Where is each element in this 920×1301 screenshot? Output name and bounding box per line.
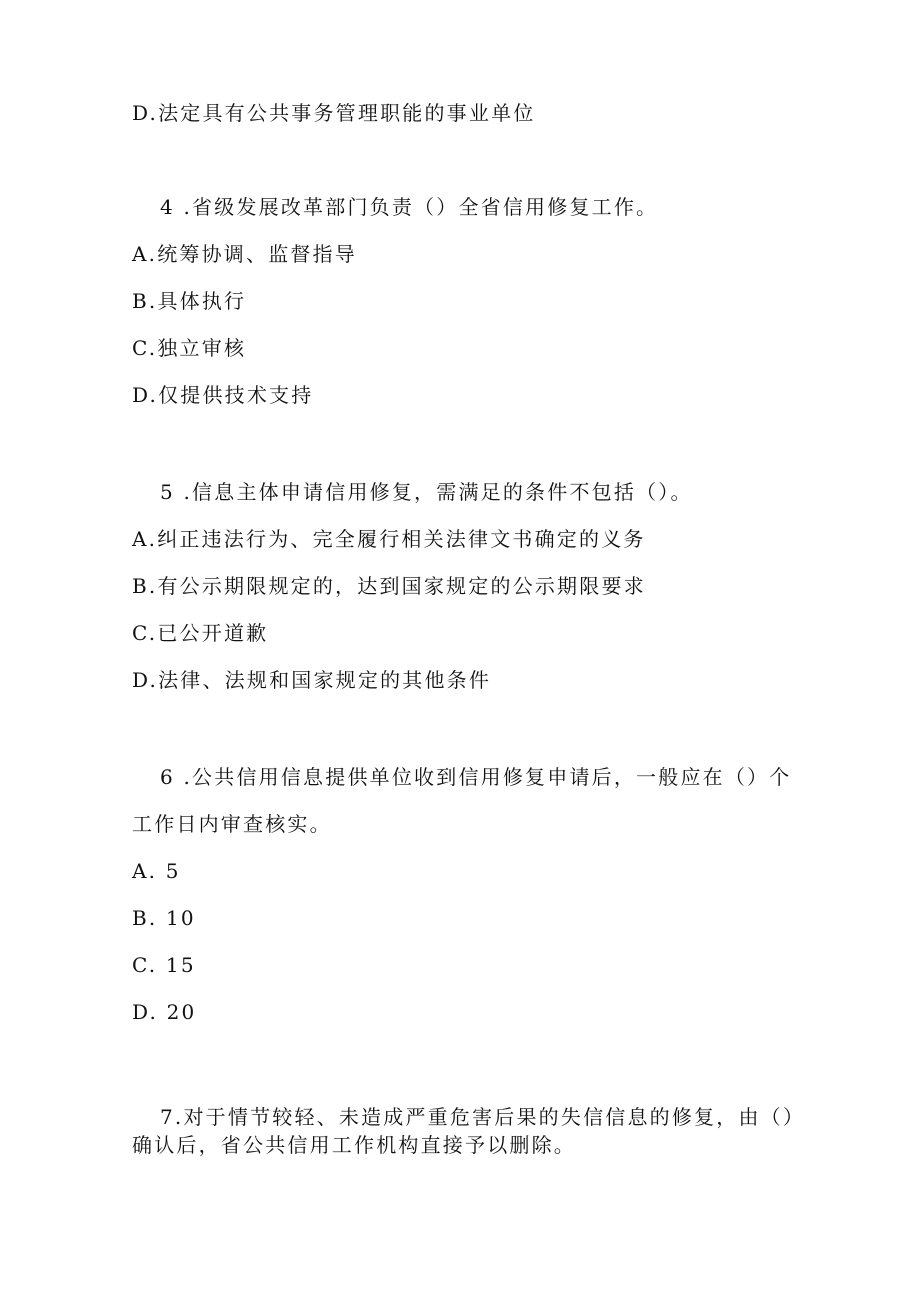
- q4-option-d: D.仅提供技术支持: [132, 383, 314, 407]
- q5-option-d: D.法律、法规和国家规定的其他条件: [132, 668, 492, 692]
- q7-question-line1: 7.对于情节较轻、未造成严重危害后果的失信信息的修复，由（）: [160, 1105, 806, 1129]
- q6-option-a: A. 5: [132, 859, 181, 883]
- q4-option-c: C.独立审核: [132, 336, 247, 360]
- q6-option-c: C. 15: [132, 953, 196, 977]
- q4-option-b: B.具体执行: [132, 289, 247, 313]
- q7-question-line2: 确认后，省公共信用工作机构直接予以删除。: [132, 1133, 576, 1157]
- q5-option-b: B.有公示期限规定的，达到国家规定的公示期限要求: [132, 574, 646, 598]
- q5-question: 5 .信息主体申请信用修复，需满足的条件不包括（）。: [160, 480, 693, 504]
- q5-option-c: C.已公开道歉: [132, 621, 269, 645]
- q6-option-d: D. 20: [132, 1000, 197, 1024]
- q5-option-a: A.纠正违法行为、完全履行相关法律文书确定的义务: [132, 527, 646, 551]
- q3-option-d: D.法定具有公共事务管理职能的事业单位: [132, 101, 536, 125]
- q4-question: 4 .省级发展改革部门负责（）全省信用修复工作。: [160, 195, 659, 219]
- q6-question-line2: 工作日内审查核实。: [132, 812, 332, 836]
- q4-option-a: A.统筹协调、监督指导: [132, 242, 358, 266]
- q6-option-b: B. 10: [132, 906, 196, 930]
- q6-question-line1: 6 .公共信用信息提供单位收到信用修复申请后，一般应在（）个: [160, 765, 792, 789]
